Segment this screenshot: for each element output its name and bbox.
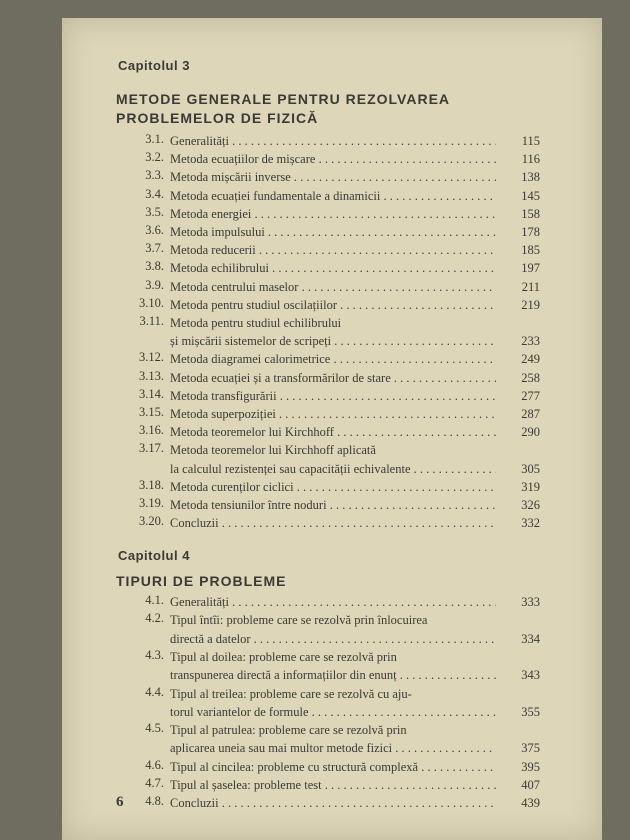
toc-entry-title-line: Metoda superpoziției . . . xyxy=(170,405,496,423)
toc-entry-title xyxy=(170,223,496,241)
toc-entry-title-line: Metoda curenților ciclici . . . xyxy=(170,478,496,496)
toc-entry-number: 3.16. xyxy=(139,423,164,438)
toc-entry-title xyxy=(170,350,496,368)
dot-leader xyxy=(219,516,496,530)
chapter-3-label: Capitolul 3 xyxy=(118,58,190,73)
toc-entry-page: 185 xyxy=(521,243,540,258)
toc-entry-title xyxy=(170,168,496,186)
toc-entry-title-line: directă a datelor . . . xyxy=(170,630,496,648)
dot-leader xyxy=(315,152,496,166)
toc-entry-number: 3.11. xyxy=(139,314,164,328)
dot-leader xyxy=(256,243,496,257)
toc-entry-title xyxy=(170,314,496,350)
toc-entry-title-line: Generalități . . . xyxy=(170,593,496,611)
dot-leader xyxy=(265,225,496,239)
toc-entry-title-line: Concluzii . . . xyxy=(170,794,496,812)
toc-entry-title-line: Metoda diagramei calorimetrice . . . xyxy=(170,350,496,368)
toc-entry-title xyxy=(170,593,496,611)
toc-entry-page: 233 xyxy=(521,334,540,349)
toc-entry-title-line: Tipul al treilea: probleme care se rezolvă cu aju- xyxy=(170,686,412,701)
dot-leader xyxy=(411,462,497,476)
toc-entry-title xyxy=(170,296,496,314)
toc-entry-number: 3.7. xyxy=(145,241,164,256)
toc-entry-title-line: Metoda ecuației și a transformărilor de stare . . . xyxy=(170,369,496,387)
toc-entry-title xyxy=(170,187,496,205)
toc-entry-title xyxy=(170,387,496,405)
toc-entry-page: 290 xyxy=(521,425,540,440)
toc-entry-title-line: Tipul al șaselea: probleme test . . . xyxy=(170,776,496,794)
toc-entry-title-line: aplicarea uneia sau mai multor metode fizici . . . xyxy=(170,739,496,757)
toc-entry-title-line: Metoda pentru studiul oscilațiilor . . . xyxy=(170,296,496,314)
toc-entry-page: 138 xyxy=(521,170,540,185)
toc-entry-number: 4.2. xyxy=(145,611,164,626)
toc-entry-title xyxy=(170,478,496,496)
toc-entry-number: 3.10. xyxy=(139,295,164,310)
toc-entry-number: 3.3. xyxy=(145,168,164,183)
toc-entry-number: 3.5. xyxy=(145,204,164,219)
chapter-4-label: Capitolul 4 xyxy=(118,548,190,563)
toc-entry-title-line: Metoda ecuațiilor de mișcare . . . xyxy=(170,150,496,168)
toc-entry-title xyxy=(170,758,496,776)
chapter-4-title-line-1: TIPURI DE PROBLEME xyxy=(116,573,287,589)
toc-entry-page: 287 xyxy=(521,407,540,421)
dot-leader xyxy=(251,632,496,646)
toc-entry-title-line: Metoda reducerii . . . xyxy=(170,241,496,259)
dot-leader xyxy=(322,778,496,792)
toc-entry-page: 115 xyxy=(521,134,540,148)
dot-leader xyxy=(219,796,496,810)
toc-entry-number: 3.17. xyxy=(139,441,164,456)
toc-entry-title xyxy=(170,611,496,648)
dot-leader xyxy=(229,595,496,609)
toc-entry-title-line: Tipul al cincilea: probleme cu structură complexă . . . xyxy=(170,758,496,776)
toc-entry-title xyxy=(170,776,496,794)
toc-entry-title-line: Tipul al patrulea: probleme care se rezolvă prin xyxy=(170,723,407,738)
toc-entry-number: 3.4. xyxy=(145,186,164,201)
toc-entry-title-line: Metoda transfigurării . . . xyxy=(170,387,496,405)
toc-entry-page: 197 xyxy=(521,261,540,276)
toc-entry-title xyxy=(170,685,496,722)
toc-entry-number: 3.8. xyxy=(145,259,164,274)
dot-leader xyxy=(298,280,496,294)
toc-entry-page: 333 xyxy=(521,595,540,609)
toc-entry-page: 319 xyxy=(521,479,540,494)
toc-entry-number: 3.15. xyxy=(139,405,164,419)
toc-entry-number: 4.8. xyxy=(145,794,164,809)
toc-entry-title-line: Metoda echilibrului . . . xyxy=(170,259,496,277)
toc-entry-number: 3.2. xyxy=(145,150,164,165)
toc-entry-title xyxy=(170,648,496,685)
dot-leader xyxy=(229,134,496,148)
toc-entry-page: 334 xyxy=(521,631,540,646)
toc-entry-title-line: Tipul al doilea: probleme care se rezolvă prin xyxy=(170,649,397,664)
toc-entry-number: 3.6. xyxy=(145,223,164,237)
toc-entry-title-line: Tipul întîi: probleme care se rezolvă prin înlocuirea xyxy=(170,613,428,628)
toc-entry-title-line: Metoda tensiunilor între noduri . . . xyxy=(170,496,496,514)
toc-entry-page: 375 xyxy=(521,741,540,756)
toc-entry-page: 395 xyxy=(521,759,540,774)
dot-leader xyxy=(331,334,496,348)
dot-leader xyxy=(251,207,496,221)
toc-entry-title xyxy=(170,205,496,223)
toc-entry-page: 211 xyxy=(521,279,540,294)
toc-entry-page: 439 xyxy=(521,796,540,811)
toc-entry-page: 116 xyxy=(521,152,540,167)
dot-leader xyxy=(397,668,496,682)
toc-entry-title-line: Metoda pentru studiul echilibrului xyxy=(170,316,342,330)
dot-leader xyxy=(291,170,496,184)
toc-entry-page: 178 xyxy=(521,225,540,239)
toc-entry-number: 4.4. xyxy=(145,684,164,699)
toc-entry-title xyxy=(170,241,496,259)
page-number: 6 xyxy=(116,794,124,810)
toc-entry-title xyxy=(170,132,496,150)
toc-entry-title xyxy=(170,721,496,758)
dot-leader xyxy=(334,425,496,439)
toc-entry-number: 3.1. xyxy=(145,132,164,146)
toc-entry-title xyxy=(170,278,496,296)
toc-entry-page: 249 xyxy=(521,352,540,367)
dot-leader xyxy=(269,261,496,275)
toc-entry-title xyxy=(170,496,496,514)
dot-leader xyxy=(337,298,496,312)
chapter-4-title xyxy=(116,572,286,591)
dot-leader xyxy=(380,189,496,203)
dot-leader xyxy=(330,352,496,366)
toc-entry-page: 258 xyxy=(521,370,540,385)
toc-entry-number: 3.14. xyxy=(139,386,164,401)
toc-entry-number: 3.19. xyxy=(139,496,164,510)
book-page xyxy=(62,18,602,840)
toc-entry-title-line: Metoda teoremelor lui Kirchhoff aplicată xyxy=(170,443,376,458)
toc-entry-title-line: Metoda centrului maselor . . . xyxy=(170,278,496,296)
dot-leader xyxy=(276,407,496,421)
dot-leader xyxy=(418,760,496,774)
toc-entry-title-line: Metoda mișcării inverse . . . xyxy=(170,168,496,186)
toc-entry-number: 3.9. xyxy=(145,277,164,292)
toc-entry-page: 158 xyxy=(521,206,540,221)
toc-entry-page: 332 xyxy=(521,516,540,531)
toc-entry-number: 4.7. xyxy=(145,776,164,790)
toc-entry-number: 4.1. xyxy=(145,593,164,607)
toc-entry-title-line: torul variantelor de formule . . . xyxy=(170,703,496,721)
toc-entry-number: 4.5. xyxy=(145,721,164,736)
toc-entry-page: 326 xyxy=(521,498,540,512)
toc-entry-number: 4.6. xyxy=(145,757,164,772)
toc-entry-number: 3.18. xyxy=(139,477,164,492)
dot-leader xyxy=(277,389,496,403)
toc-entry-title-line: și mișcării sistemelor de scripeți . . . xyxy=(170,332,496,350)
toc-entry-title xyxy=(170,514,496,532)
toc-entry-title-line: la calculul rezistenței sau capacității echivalente . . . xyxy=(170,460,496,478)
chapter-3-title-line-1: METODE GENERALE PENTRU REZOLVAREA xyxy=(116,91,451,107)
dot-leader xyxy=(391,371,496,385)
toc-entry-page: 145 xyxy=(521,188,540,203)
toc-entry-title xyxy=(170,794,496,812)
toc-entry-page: 305 xyxy=(521,461,540,476)
toc-entry-title-line: Concluzii . . . xyxy=(170,514,496,532)
chapter-3-title-line-2: PROBLEMELOR DE FIZICĂ xyxy=(116,110,319,126)
toc-entry-number: 4.3. xyxy=(145,647,164,662)
toc-entry-title-line: Metoda ecuației fundamentale a dinamicii . . . xyxy=(170,187,496,205)
toc-entry-page: 343 xyxy=(521,668,540,683)
toc-entry-title xyxy=(170,405,496,423)
dot-leader xyxy=(309,705,497,719)
toc-entry-title-line: Generalități . . . xyxy=(170,132,496,150)
chapter-3-title xyxy=(116,90,450,128)
toc-entry-page: 277 xyxy=(521,388,540,403)
toc-entry-number: 3.13. xyxy=(139,368,164,383)
dot-leader xyxy=(327,498,496,512)
toc-entry-page: 355 xyxy=(521,704,540,719)
toc-entry-title-line: Metoda energiei . . . xyxy=(170,205,496,223)
toc-entry-title xyxy=(170,369,496,387)
dot-leader xyxy=(392,741,496,755)
toc-entry-title-line: transpunerea directă a informațiilor din enunț . . . xyxy=(170,666,496,684)
toc-entry-page: 219 xyxy=(521,297,540,312)
toc-entry-number: 3.20. xyxy=(139,514,164,529)
toc-entry-title xyxy=(170,441,496,477)
toc-entry-title xyxy=(170,150,496,168)
toc-entry-page: 407 xyxy=(521,778,540,792)
dot-leader xyxy=(294,480,496,494)
toc-entry-title xyxy=(170,259,496,277)
toc-entry-title-line: Metoda teoremelor lui Kirchhoff . . . xyxy=(170,423,496,441)
toc-entry-number: 3.12. xyxy=(139,350,164,365)
toc-entry-title xyxy=(170,423,496,441)
toc-entry-title-line: Metoda impulsului . . . xyxy=(170,223,496,241)
